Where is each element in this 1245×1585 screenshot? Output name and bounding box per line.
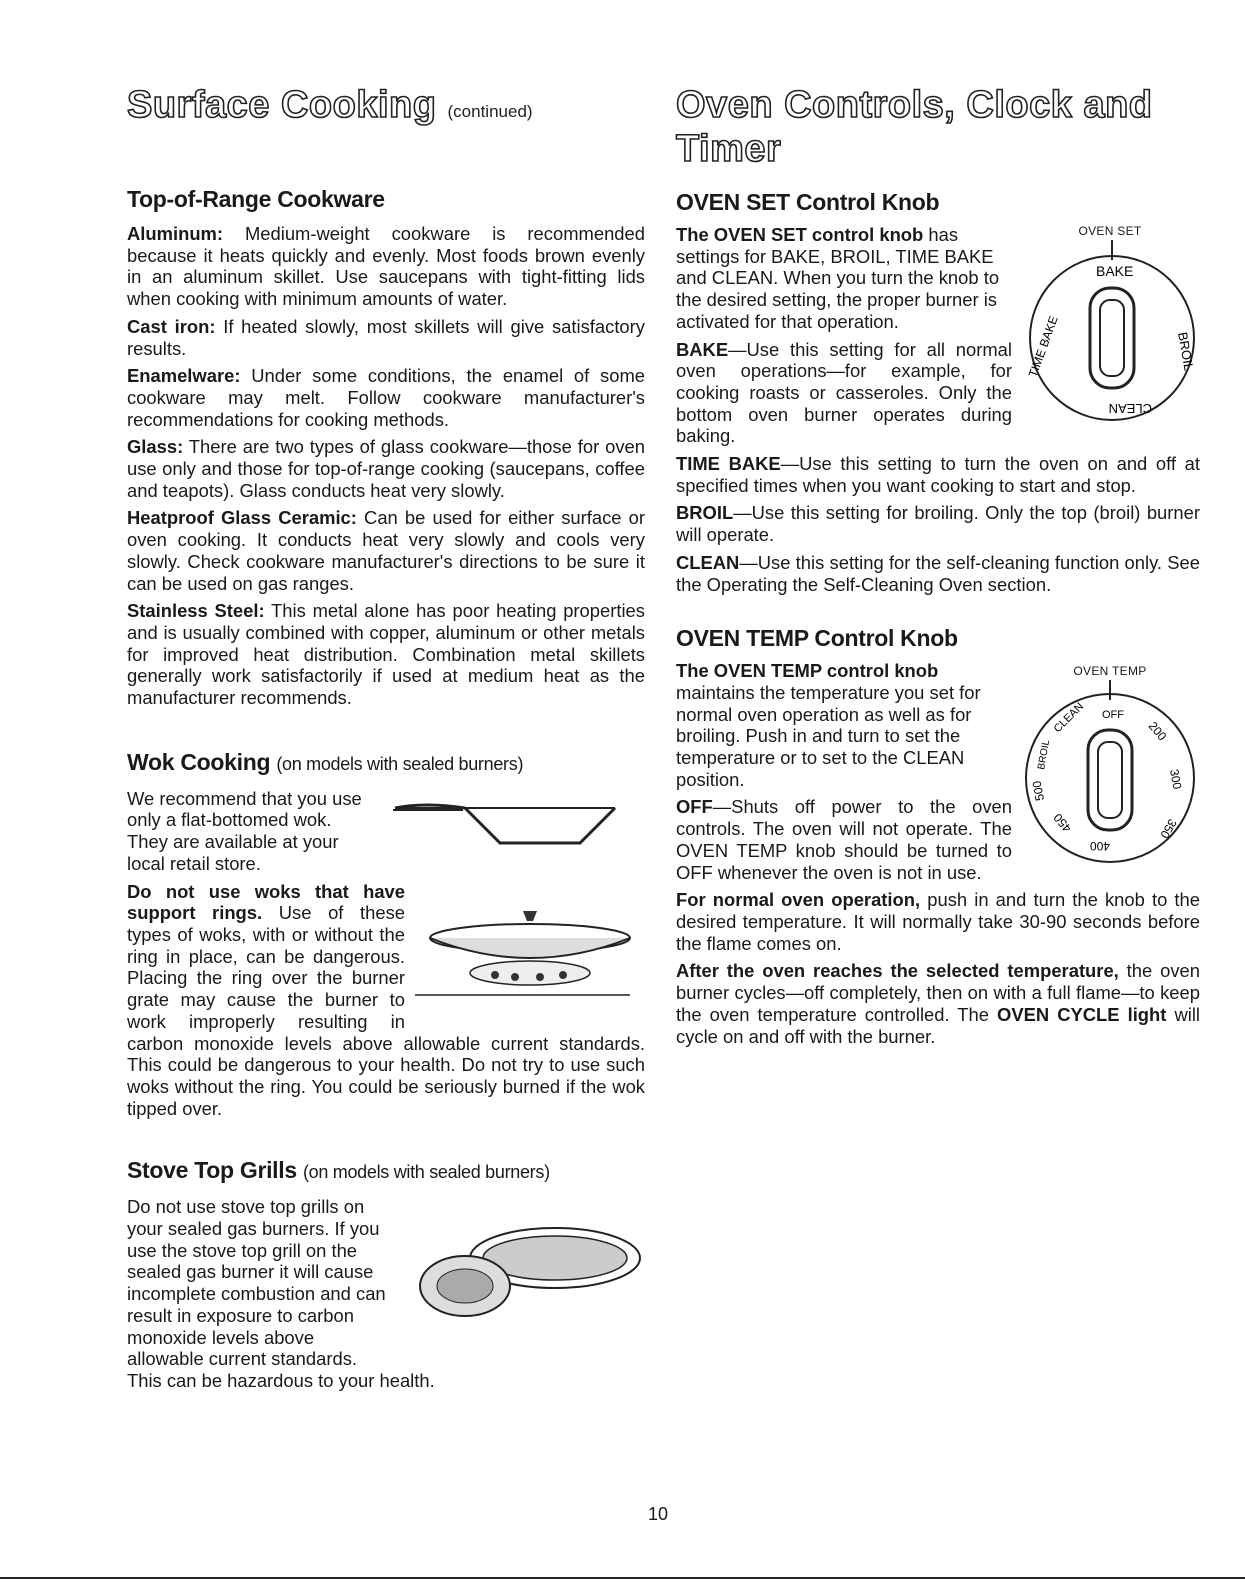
cookware-label: Stainless Steel: [127,600,265,622]
cookware-paragraph [127,223,645,310]
cookware-text: Can be used for either surface or oven cooking. It conducts heat very slowly and cools very slowly. Check cookware manufacturer's directions to be sure it can be used on gas ranges. [127,507,645,594]
grills-section [127,1196,645,1391]
clean-temp-mark: CLEAN [1051,700,1087,736]
oven-set-intro-label: The OVEN SET control knob [676,224,924,245]
cookware-text: If heated slowly, most skillets will give satisfactory results. [127,315,645,359]
cookware-paragraph [127,507,645,594]
cookware-label: Enamelware: [127,365,241,387]
wok-warning-text: Use of these types of woks, with or without the ring in place, can be dangerous. Placing the ring over the burner grate may cause the burner to work improperly resulting in carbon monoxide levels above allowable current standards. This could be dangerous to your health. Do not try to use such woks without the ring. You could be seriously burned if the wok tipped over. [127,902,645,1119]
oven-temp-dial-label: OVEN TEMP [1073,664,1147,679]
after-temperature-text-end: will cycle on and off with the burner. [676,1003,1200,1047]
cookware-label: Aluminum: [127,223,224,244]
left-column [127,80,645,1398]
oven-set-dial [1020,224,1200,433]
mark-450: 450 [1050,810,1075,836]
stove-top-grill-illustration [405,1196,645,1346]
cookware-text: Medium-weight cookware is recommended because it heats quickly and evenly. Most foods brown evenly in an aluminum skillet. Use saucepans with tight-fitting lids when cooking with minimum amounts of water. [127,223,645,310]
clean-mark: CLEAN [1108,401,1152,416]
oven-temp-dial [1020,664,1200,883]
surface-cooking-title [127,83,645,134]
clean-label: CLEAN [676,551,740,573]
mark-500: 500 [1029,780,1047,803]
clean-text: —Use this setting for the self-cleaning function only. See the Operating the Self-Cleaning Oven section. [676,551,1200,595]
cookware-paragraphs [127,223,645,709]
bake-label: BAKE [676,338,729,360]
wok-section [127,788,645,1120]
cookware-paragraph [127,316,645,359]
cookware-label: Cast iron: [127,315,216,337]
time-bake-paragraph [676,453,1200,496]
after-temperature-paragraph [676,960,1200,1047]
oven-set-intro-text: has settings for BAKE, BROIL, TIME BAKE and CLEAN. When you turn the knob to the desired setting, the proper burner is activated for that operation. [676,224,1000,332]
wok-heading-note: (on models with sealed burners) [276,753,524,774]
oven-set-dial-label: OVEN SET [1078,224,1142,238]
right-column [676,80,1200,1053]
normal-operation-label: For normal oven operation, [676,889,921,911]
normal-operation-paragraph [676,889,1200,954]
off-text: —Shuts off power to the oven controls. The oven will not operate. The OVEN TEMP knob should be turned to OFF whenever the oven is not in use. [676,796,1012,883]
cookware-label: Glass: [127,436,184,458]
wok-paragraph-1: We recommend that you use only a flat-bottomed wok. They are available at your local retail store. [127,787,362,874]
title-note: (continued) [447,102,533,121]
oven-set-block [676,224,1200,595]
flat-wok-illustration [385,788,645,850]
oven-temp-block [676,660,1200,1047]
cookware-text: There are two types of glass cookware—those for oven use only and those for top-of-range cooking (saucepans, coffee and teapots). Glass conducts heat very slowly. [127,436,645,501]
time-bake-mark: TIME BAKE [1025,314,1061,380]
broil-mark: BROIL [1175,330,1197,372]
oven-temp-intro-text: maintains the temperature you set for normal oven operation as well as for broiling. Push in and turn to set the temperature or to set to the CLEAN position. [676,681,981,790]
off-mark: OFF [1102,709,1124,722]
mark-400: 400 [1089,839,1110,854]
cookware-paragraph [127,436,645,501]
wok-heading-text: Wok Cooking [127,748,271,775]
broil-text: —Use this setting for broiling. Only the top (broil) burner will operate. [676,502,1200,546]
ring-wok-illustration [415,883,645,1013]
cookware-paragraph [127,600,645,709]
normal-operation-text: push in and turn the knob to the desired temperature. It will normally take 30-90 seconds before the flame comes on. [676,889,1200,954]
oven-controls-title: Oven Controls, Clock and Timer [676,84,1153,170]
after-temperature-text: the oven burner cycles—off completely, then on with a full flame—to keep the oven temperature controlled. The [676,960,1200,1025]
bottom-rule [0,1577,1245,1579]
after-temperature-label: After the oven reaches the selected temperature, [676,960,1119,982]
wok-heading [127,749,645,776]
broil-paragraph [676,502,1200,545]
off-label: OFF [676,796,713,818]
oven-cycle-light-label: OVEN CYCLE light [997,1003,1167,1025]
bake-mark: BAKE [1096,263,1134,279]
mark-300: 300 [1167,768,1185,791]
grills-heading-text: Stove Top Grills [127,1157,297,1184]
mark-350: 350 [1157,816,1180,842]
time-bake-text: —Use this setting to turn the oven on and off at specified times when you want cooking to start and stop. [676,453,1201,496]
wok-warning-label: Do not use woks that have support rings. [127,880,405,924]
cookware-label: Heatproof Glass Ceramic: [127,507,357,529]
mark-200: 200 [1145,719,1170,744]
grills-heading [127,1157,645,1184]
oven-temp-heading: OVEN TEMP Control Knob [676,625,958,652]
grills-paragraph: Do not use stove top grills on your sealed gas burners. If you use the stove top grill on the sealed gas burner it will cause incomplete combustion and can result in exposure to carbon monoxide levels above allowable current standards. This can be hazardous to your health. [127,1196,435,1391]
grills-heading-note: (on models with sealed burners) [302,1162,550,1183]
time-bake-label: TIME BAKE [676,453,781,475]
bake-text: —Use this setting for all normal oven operations—for example, for cooking roasts or casseroles. Only the bottom oven burner operates during baking. [676,338,1012,447]
cookware-heading: Top-of-Range Cookware [127,186,385,212]
broil-temp-mark: BROIL [1036,739,1053,771]
clean-paragraph [676,552,1200,595]
cookware-text: Under some conditions, the enamel of some cookware may melt. Follow cookware manufacturer's recommendations for cooking methods. [127,365,645,430]
broil-label: BROIL [676,502,734,524]
cookware-paragraph [127,365,645,430]
oven-set-knob-icon [1020,238,1200,428]
oven-set-heading: OVEN SET Control Knob [676,189,940,215]
page-number: 10 [648,1504,669,1524]
oven-temp-knob-icon [1020,678,1200,878]
title-text: Surface Cooking [127,84,437,126]
oven-temp-intro-label: The OVEN TEMP control knob [676,660,939,682]
cookware-text: This metal alone has poor heating properties and is usually combined with copper, aluminum or other metals for improved heat distribution. Combination metal skillets generally work satisfactorily if used at medium heat as the manufacturer recommends. [127,600,645,709]
